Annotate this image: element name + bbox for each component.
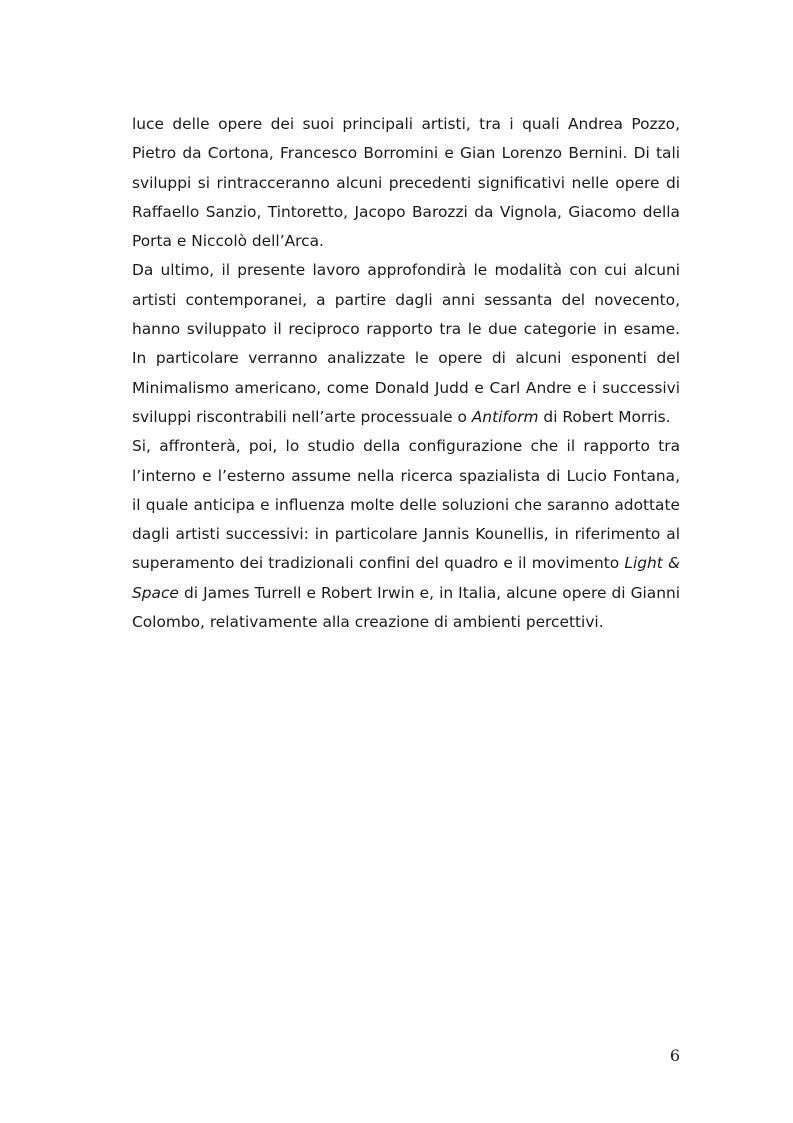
body-text bbox=[132, 110, 680, 637]
paragraph-3-text-a: Si, affronterà, poi, lo studio della configurazione che il rapporto tra l’interno e l’esterno assume nella ricerca spazialista di Lucio Fontana, il quale anticipa e influenza molte delle soluzioni che saranno adottate dagli artisti successivi: in particolare Jannis Kounellis, in riferimento al superamento dei tradizionali confini del quadro e il movimento bbox=[132, 437, 680, 573]
paragraph-2-text-b: di Robert Morris. bbox=[538, 407, 671, 426]
paragraph-3 bbox=[132, 432, 680, 637]
paragraph-1-text: luce delle opere dei suoi principali artisti, tra i quali Andrea Pozzo, Pietro da Cortona, Francesco Borromini e Gian Lorenzo Bernini. Di tali sviluppi si rintracceranno alcuni precedenti significativi nelle opere di Raffaello Sanzio, Tintoretto, Jacopo Barozzi da Vignola, Giacomo della Porta e Niccolò dell’Arca. bbox=[132, 115, 680, 251]
paragraph-3-text-b: di James Turrell e Robert Irwin e, in Italia, alcune opere di Gianni Colombo, relativamente alla creazione di ambienti percettivi. bbox=[132, 583, 680, 632]
paragraph-1 bbox=[132, 110, 680, 256]
light-space-italic: Light & Space bbox=[132, 554, 680, 602]
paragraph-2-text-a: Da ultimo, il presente lavoro approfondirà le modalità con cui alcuni artisti contemporanei, a partire dagli anni sessanta del novecento, hanno sviluppato il reciproco rapporto tra le due categorie in esame. In particolare verranno analizzate le opere di alcuni esponenti del Minimalismo americano, come Donald Judd e Carl Andre e i successivi sviluppi riscontrabili nell’arte processuale o bbox=[132, 261, 680, 426]
paragraph-2 bbox=[132, 256, 680, 432]
antiform-italic: Antiform bbox=[471, 407, 539, 426]
page-number: 6 bbox=[669, 1046, 680, 1065]
